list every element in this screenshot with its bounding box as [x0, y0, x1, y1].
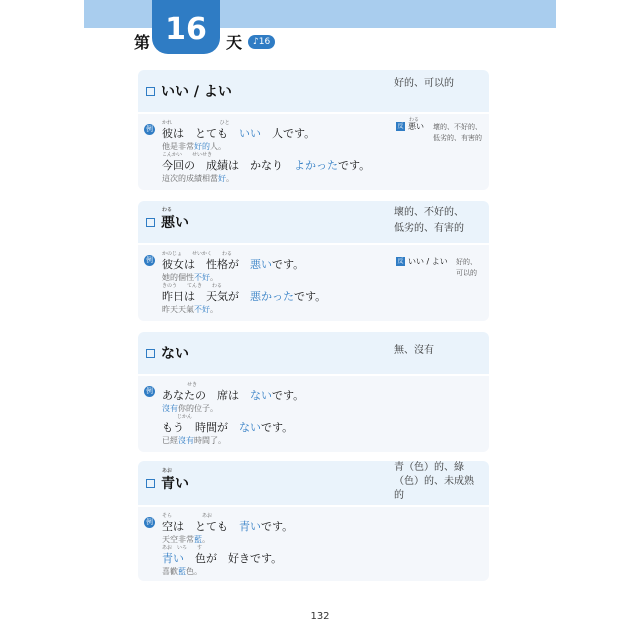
- example-translation: 已經沒有時間了。: [162, 436, 226, 445]
- example-marker-icon: 例: [146, 256, 153, 264]
- antonym-marker-icon: 反: [397, 258, 404, 265]
- example-sentence: あなたの 席は ないです。: [162, 389, 305, 402]
- checkbox-icon[interactable]: [146, 479, 155, 488]
- example-translation: 天空非常藍。: [162, 535, 210, 544]
- antonym-word: いい / よい: [408, 257, 448, 266]
- checkbox-icon[interactable]: [146, 349, 155, 358]
- entry-body: [138, 114, 489, 190]
- checkbox-icon[interactable]: [146, 87, 155, 96]
- example-translation: 喜歡藍色。: [162, 567, 202, 576]
- day-number-tab: 16: [152, 0, 220, 54]
- example-ruby: かのじょ せいかく わる: [162, 251, 233, 257]
- example-translation: 他是非常好的人。: [162, 142, 226, 151]
- entry-meaning: 無、沒有: [394, 345, 434, 356]
- example-translation: 沒有你的位子。: [162, 404, 218, 413]
- entry-word: あお 青い: [161, 468, 189, 492]
- entry-head: [138, 70, 489, 112]
- example-marker-icon: 例: [146, 387, 153, 395]
- entry-meaning: 壞的、不好的、 低劣的、有害的: [394, 207, 464, 234]
- entry-word: わる 悪い: [161, 207, 189, 231]
- entry-body: [138, 376, 489, 452]
- example-marker-icon: 例: [146, 125, 153, 133]
- example-translation: 昨天天氣不好。: [162, 305, 218, 314]
- example-sentence: もう 時間が ないです。: [162, 421, 294, 434]
- example-sentence: 昨日は 天気が 悪かったです。: [162, 290, 327, 303]
- example-ruby: かれ ひと: [162, 120, 230, 126]
- day-suffix: 天: [226, 33, 243, 52]
- example-ruby: こんかい せいせき: [162, 152, 213, 158]
- entry-body: [138, 245, 489, 321]
- example-ruby: きのう てんき わる: [162, 283, 223, 289]
- entry-body: [138, 507, 489, 581]
- example-ruby: じかん: [162, 414, 193, 420]
- page-number: 132: [310, 611, 330, 622]
- example-ruby: あお いろ す: [162, 545, 203, 551]
- example-ruby: せき: [162, 382, 198, 388]
- example-translation: 她的個性不好。: [162, 273, 218, 282]
- example-sentence: 彼は とても いい 人です。: [162, 127, 316, 140]
- antonym-meaning: 好的、 可以的: [456, 258, 477, 277]
- word-ruby: あお: [162, 468, 173, 474]
- entry-meaning: 好的、可以的: [394, 78, 454, 89]
- entry-word: ない: [161, 346, 189, 362]
- audio-track-badge[interactable]: ♪16: [248, 35, 275, 49]
- example-sentence: 空は とても 青いです。: [162, 520, 294, 533]
- antonym-ruby: わる: [409, 117, 420, 123]
- entry-head: [138, 332, 489, 374]
- example-translation: 這次的成績相當好。: [162, 174, 234, 183]
- entry-head: [138, 461, 489, 505]
- example-marker-icon: 例: [146, 518, 153, 526]
- word-ruby: わる: [162, 207, 173, 213]
- entry-meaning: 青（色）的、綠 （色）的、未成熟 的: [394, 462, 474, 501]
- antonym-marker-icon: 反: [397, 123, 404, 130]
- entry-word: いい / よい: [161, 84, 232, 100]
- example-ruby: そら あお: [162, 513, 213, 519]
- day-prefix: 第: [134, 33, 151, 52]
- entry-head: [138, 201, 489, 243]
- example-sentence: 今回の 成績は かなり よかったです。: [162, 159, 371, 172]
- example-sentence: 彼女は 性格が 悪いです。: [162, 258, 305, 271]
- checkbox-icon[interactable]: [146, 218, 155, 227]
- antonym-meaning: 壞的、不好的、 低劣的、有害的: [433, 123, 482, 142]
- example-sentence: 青い 色が 好きです。: [162, 552, 283, 565]
- antonym-word: 悪い: [408, 122, 424, 131]
